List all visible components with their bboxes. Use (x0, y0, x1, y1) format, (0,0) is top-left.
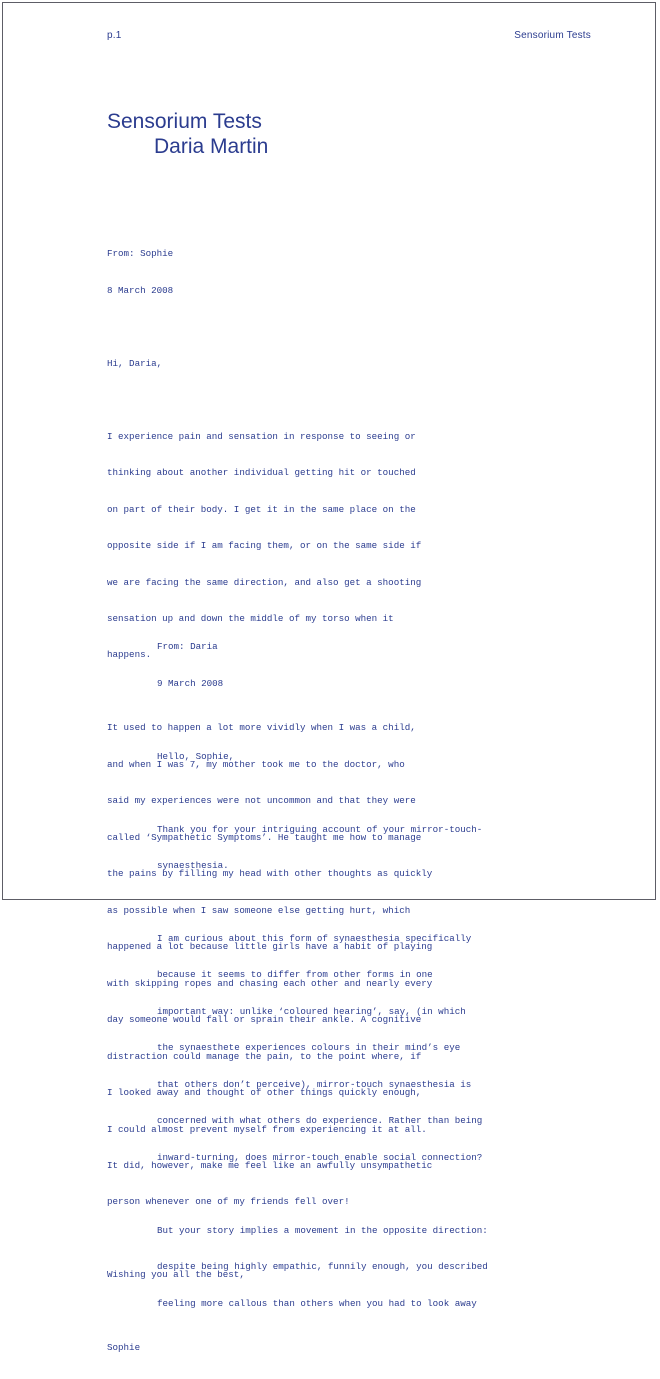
text-line: despite being highly empathic, funnily enough, you described (157, 1261, 488, 1273)
text-line: the synaesthete experiences colours in their mind’s eye (157, 1042, 461, 1054)
title-block (107, 109, 268, 159)
text-line: I could almost prevent myself from experiencing it at all. (107, 1123, 427, 1135)
text-line: I am curious about this form of synaesthesia specifically (157, 933, 472, 945)
text-line: with skipping ropes and chasing each other and nearly every (107, 977, 433, 989)
text-line: synaesthesia. (157, 860, 229, 872)
document-title: Sensorium Tests (107, 110, 262, 133)
text-line: and when I was 7, my mother took me to the doctor, who (107, 758, 405, 770)
text-line: person whenever one of my friends fell over! (107, 1196, 350, 1208)
page-number: p.1 (107, 30, 122, 41)
text-line: opposite side if I am facing them, or on the same side if (107, 540, 422, 552)
text-line: as possible when I saw someone else getting hurt, which (107, 904, 411, 916)
text-line: because it seems to differ from other forms in one (157, 969, 433, 981)
text-line: on part of their body. I get it in the same place on the (107, 503, 416, 515)
text-line: we are facing the same direction, and also get a shooting (107, 576, 422, 588)
text-line: But your story implies a movement in the opposite direction: (157, 1224, 488, 1236)
text-line: feeling more callous than others when you had to look away (157, 1297, 477, 1309)
author-name: Daria Martin (154, 135, 269, 158)
text-line: called ‘Sympathetic Symptoms’. He taught me how to manage (107, 831, 422, 843)
letter-closing: Wishing you all the best, (107, 1269, 245, 1281)
letter-greeting: Hi, Daria, (107, 357, 163, 369)
text-line: important way: unlike ‘coloured hearing’, say, (in which (157, 1005, 466, 1017)
text-line: I experience pain and sensation in response to seeing or (107, 430, 416, 442)
text-line: It used to happen a lot more vividly when I was a child, (107, 722, 416, 734)
text-line: thinking about another individual getting hit or touched (107, 467, 416, 479)
text-line: Thank you for your intriguing account of your mirror-touch- (157, 823, 483, 835)
text-line: day someone would fall or sprain their ankle. A cognitive (107, 1014, 422, 1026)
document-page (2, 2, 656, 1354)
letter-from-line: From: Sophie (107, 248, 174, 260)
letter-signature: Sophie (107, 1342, 141, 1354)
text-line: the pains by filling my head with other thoughts as quickly (107, 868, 433, 880)
text-line: concerned with what others do experience. Rather than being (157, 1115, 483, 1127)
letter-from-daria (157, 617, 488, 1334)
text-line: that others don’t perceive), mirror-touch synaesthesia is (157, 1078, 472, 1090)
text-line: happens. (107, 649, 152, 661)
text-line: inward-turning, does mirror-touch enable social connection? (157, 1151, 483, 1163)
text-line: happened a lot because little girls have a habit of playing (107, 941, 433, 953)
text-line: distraction could manage the pain, to the point where, if (107, 1050, 422, 1062)
letter-date: 8 March 2008 (107, 284, 174, 296)
text-line: I looked away and thought of other things quickly enough, (107, 1087, 422, 1099)
letter-greeting: Hello, Sophie, (157, 750, 235, 762)
text-line: It did, however, make me feel like an awfully unsympathetic (107, 1159, 433, 1171)
letter-from-line: From: Daria (157, 641, 218, 653)
running-title: Sensorium Tests (514, 30, 591, 41)
text-line: sensation up and down the middle of my torso when it (107, 612, 394, 624)
text-line: said my experiences were not uncommon and that they were (107, 795, 416, 807)
letter-date: 9 March 2008 (157, 677, 224, 689)
